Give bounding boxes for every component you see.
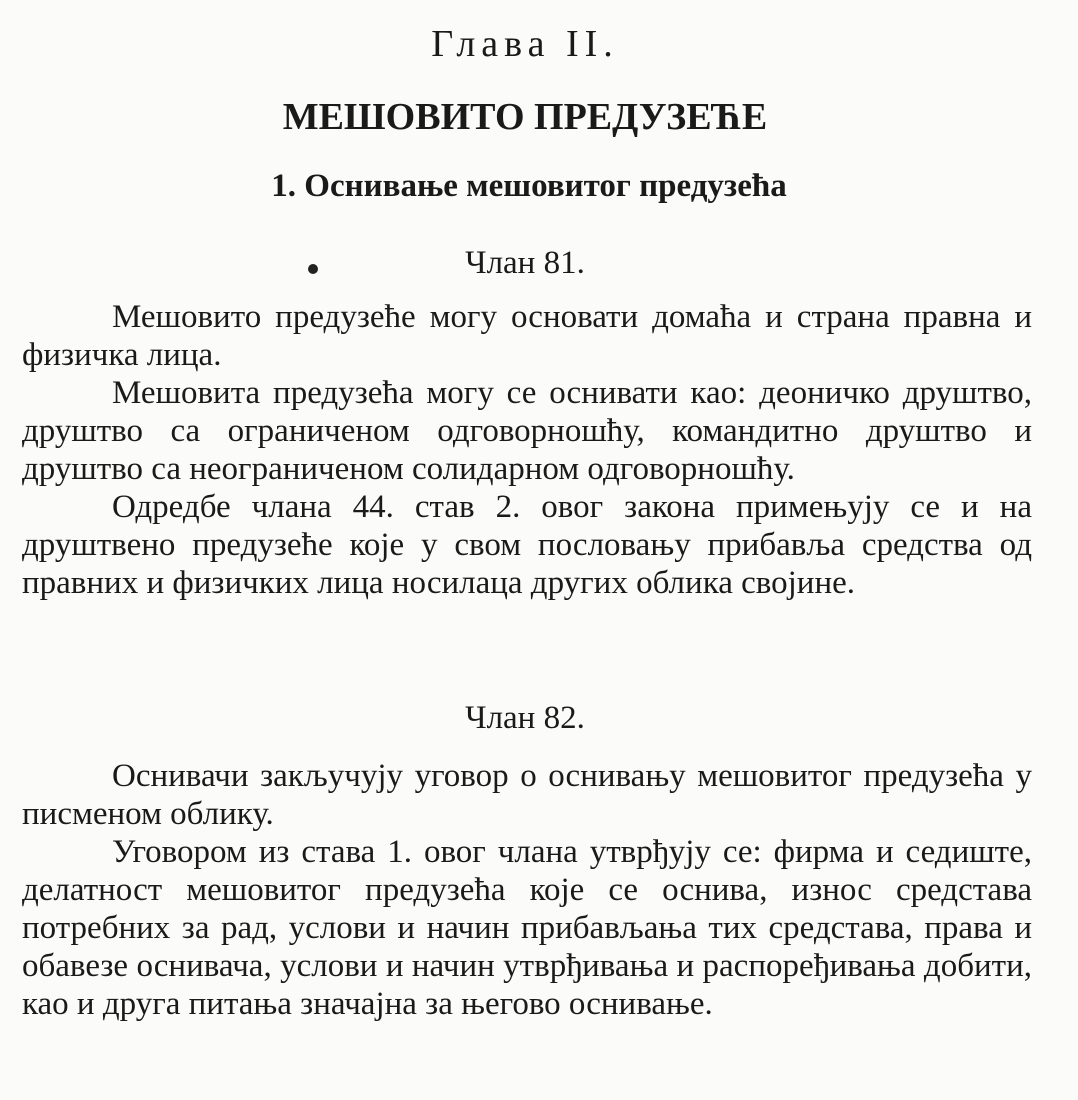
article-82-paragraph-2: Уговором из става 1. овог члана утврђују се: фирма и седиште, делатност мешовитог предузећа које се оснива, износ средстава потребних за рад, услови и начин прибављања тих средстава, права и обавезе оснивача, услови и начин утврђивања и распоређивања добити, као и друга питања значајна за његово оснивање. (22, 834, 1032, 1022)
article-81-paragraph-1: Мешовито предузеће могу основати домаћа и страна правна и физичка лица. (22, 299, 1032, 373)
chapter-heading: Глава II. (431, 23, 619, 65)
article-81-body (22, 298, 1032, 602)
section-heading: 1. Оснивање мешовитог предузећа (271, 168, 787, 204)
chapter-title: МЕШОВИТО ПРЕДУЗЕЋЕ (282, 96, 768, 138)
article-81-paragraph-2: Мешовита предузећа могу се оснивати као: деоничко друштво, друштво са ограниченом одговорношћу, командитно друштво и друштво са неограниченом солидарном одговорношћу. (22, 375, 1032, 487)
article-81-heading: Члан 81. (465, 245, 585, 281)
article-81-paragraph-3: Одредбе члана 44. став 2. овог закона примењују се и на друштвено предузеће које у свом пословању прибавља средства од правних и физичких лица носилаца других облика својине. (22, 489, 1032, 601)
article-82-body (22, 757, 1032, 1023)
article-82-paragraph-1: Оснивачи закључују уговор о оснивању мешовитог предузећа у писменом облику. (22, 758, 1032, 832)
article-82-heading: Члан 82. (465, 700, 585, 736)
